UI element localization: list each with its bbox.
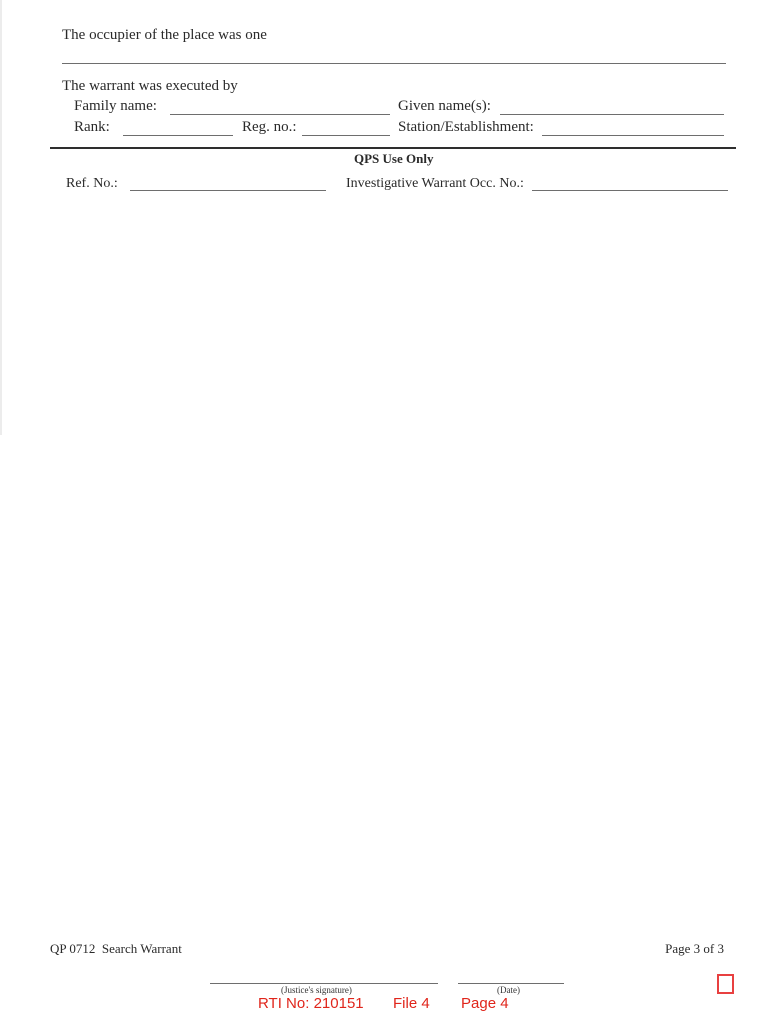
checkbox-icon [717, 974, 734, 994]
executed-heading: The warrant was executed by [62, 78, 238, 94]
reg-no-label: Reg. no.: [242, 119, 297, 135]
occ-no-field[interactable] [532, 190, 728, 191]
ref-no-label: Ref. No.: [66, 176, 118, 191]
given-names-label: Given name(s): [398, 98, 491, 114]
form-id: QP 0712 [50, 941, 96, 956]
date-caption: (Date) [497, 985, 520, 995]
occupier-field[interactable] [62, 63, 726, 64]
qps-heading: QPS Use Only [354, 151, 434, 166]
page-number: Page 3 of 3 [665, 941, 724, 956]
date-field[interactable] [458, 983, 564, 984]
form-name: Search Warrant [101, 941, 182, 956]
station-field[interactable] [542, 135, 724, 136]
ref-no-field[interactable] [130, 190, 326, 191]
occ-no-label: Investigative Warrant Occ. No.: [346, 176, 524, 191]
occupier-label: The occupier of the place was one [62, 27, 267, 43]
rank-field[interactable] [123, 135, 233, 136]
family-name-field[interactable] [170, 114, 390, 115]
rank-label: Rank: [74, 119, 110, 135]
justice-signature-caption: (Justice's signature) [281, 985, 352, 995]
rti-file: File 4 [393, 995, 430, 1012]
form-id-line [50, 941, 182, 957]
justice-signature-field[interactable] [210, 983, 438, 984]
section-divider [50, 147, 736, 149]
reg-no-field[interactable] [302, 135, 390, 136]
rti-number: RTI No: 210151 [258, 995, 364, 1012]
given-names-field[interactable] [500, 114, 724, 115]
rti-page: Page 4 [461, 995, 509, 1012]
family-name-label: Family name: [74, 98, 157, 114]
scan-edge-shadow [0, 0, 2, 435]
station-label: Station/Establishment: [398, 119, 534, 135]
